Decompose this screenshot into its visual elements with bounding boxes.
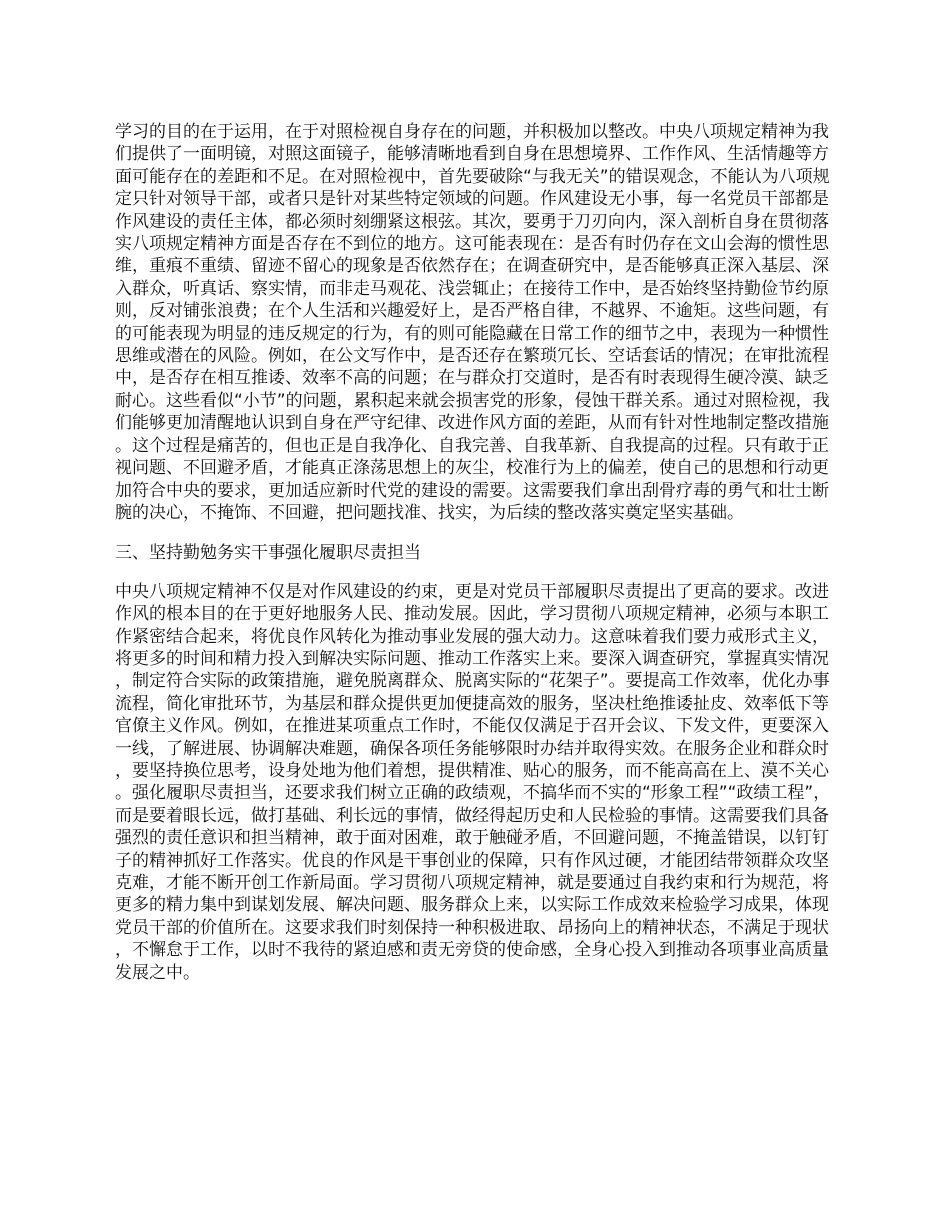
section-heading-3: 三、坚持勤勉务实干事强化履职尽责担当 [115,543,421,564]
body-paragraph-2: 中央八项规定精神不仅是对作风建设的约束，更是对党员干部履职尽责提出了更高的要求。改进作风的根本目的在于更好地服务人民、推动发展。因此，学习贯彻八项规定精神，必须与本职工作紧密结合起来，将优良作风转化为推动事业发展的强大动力。这意味着我们要力戒形式主义，将更多的时间和精力投入到解决实际问题、推动工作落实上来。要深入调查研究，掌握真实情况，制定符合实际的政策措施，避免脱离群众、脱离实际的“花架子”。要提高工作效率，优化办事流程，简化审批环节，为基层和群众提供更加便捷高效的服务，坚决杜绝推诿扯皮、效率低下等官僚主义作风。例如，在推进某项重点工作时，不能仅仅满足于召开会议、下发文件，更要深入一线，了解进展、协调解决难题，确保各项任务能够限时办结并取得实效。在服务企业和群众时，要坚持换位思考，设身处地为他们着想，提供精准、贴心的服务，而不能高高在上、漠不关心。强化履职尽责担当，还要求我们树立正确的政绩观，不搞华而不实的“形象工程”“政绩工程”，而是要着眼长远，做打基础、利长远的事情，做经得起历史和人民检验的事情。这需要我们具备强烈的责任意识和担当精神，敢于面对困难，敢于触碰矛盾，不回避问题，不掩盖错误，以钉钉子的精神抓好工作落实。优良的作风是干事创业的保障，只有作风过硬，才能团结带领群众攻坚克难，才能不断开创工作新局面。学习贯彻八项规定精神，就是要通过自我约束和行为规范，将更多的精力集中到谋划发展、解决问题、服务群众上来，以实际工作成效来检验学习成果，体现党员干部的价值所在。这要求我们时刻保持一种积极进取、昂扬向上的精神状态，不满足于现状，不懈怠于工作，以时不我待的紧迫感和责无旁贷的使命感，全身心投入到推动各项事业高质量发展之中。 [115,581,831,983]
body-paragraph-1: 学习的目的在于运用，在于对照检视自身存在的问题，并积极加以整改。中央八项规定精神为我们提供了一面明镜，对照这面镜子，能够清晰地看到自身在思想境界、工作作风、生活情趣等方面可能存在的差距和不足。在对照检视中，首先要破除“与我无关”的错误观念，不能认为八项规定只针对领导干部，或者只是针对某些特定领域的问题。作风建设无小事，每一名党员干部都是作风建设的责任主体，都必须时刻绷紧这根弦。其次，要勇于刀刃向内，深入剖析自身在贯彻落实八项规定精神方面是否存在不到位的地方。这可能表现在：是否有时仍存在文山会海的惯性思维，重痕不重绩、留迹不留心的现象是否依然存在；在调查研究中，是否能够真正深入基层、深入群众，听真话、察实情，而非走马观花、浅尝辄止；在接待工作中，是否始终坚持勤俭节约原则，反对铺张浪费；在个人生活和兴趣爱好上，是否严格自律，不越界、不逾矩。这些问题，有的可能表现为明显的违反规定的行为，有的则可能隐藏在日常工作的细节之中，表现为一种惯性思维或潜在的风险。例如，在公文写作中，是否还存在繁琐冗长、空话套话的情况；在审批流程中，是否存在相互推诿、效率不高的问题；在与群众打交道时，是否有时表现得生硬冷漠、缺乏耐心。这些看似“小节”的问题，累积起来就会损害党的形象，侵蚀干群关系。通过对照检视，我们能够更加清醒地认识到自身在严守纪律、改进作风方面的差距，从而有针对性地制定整改措施。这个过程是痛苦的，但也正是自我净化、自我完善、自我革新、自我提高的过程。只有敢于正视问题、不回避矛盾，才能真正涤荡思想上的灰尘，校准行为上的偏差，使自己的思想和行动更加符合中央的要求，更加适应新时代党的建设的需要。这需要我们拿出刮骨疗毒的勇气和壮士断腕的决心，不掩饰、不回避，把问题找准、找实，为后续的整改落实奠定坚实基础。 [115,122,830,523]
